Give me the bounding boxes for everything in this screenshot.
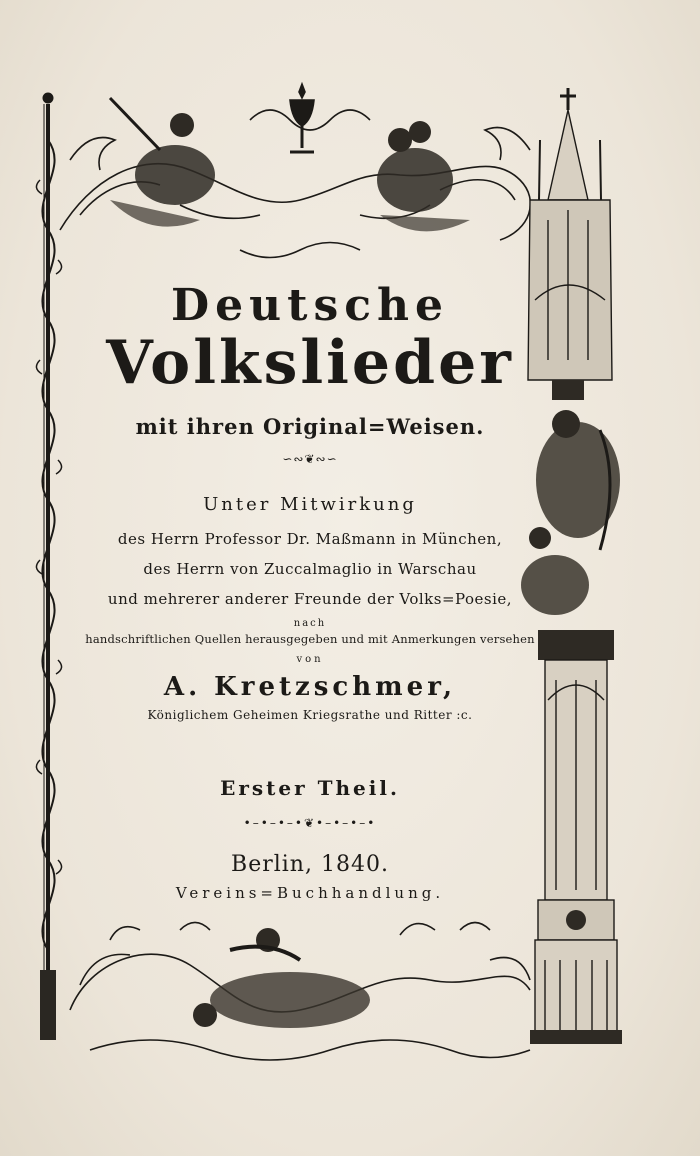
collaborator-others: und mehrerer anderer Freunde der Volks=Poesie, (107, 590, 513, 608)
left-staff-ornament (36, 93, 61, 1040)
collaboration-heading: Unter Mitwirkung (203, 494, 417, 515)
title-line-volkslieder: Volkslieder (106, 328, 514, 398)
author-name: A. Kretzschmer, (163, 672, 457, 702)
small-flourish-ornament: ∽∾❦∾∽ (282, 452, 338, 466)
word-nach: nach (293, 618, 327, 629)
collaborator-zuccalmaglio: des Herrn von Zuccalmaglio in Warschau (143, 560, 477, 578)
top-scroll-ornament (60, 84, 530, 258)
volume-label: Erster Theil. (220, 776, 400, 800)
word-von: von (296, 654, 324, 665)
author-title: Königlichem Geheimen Kriegsrathe und Ritter :c. (147, 708, 473, 722)
sources-line: handschriftlichen Quellen herausgegeben und mit Anmerkungen versehen (85, 632, 535, 646)
imprint-place-year: Berlin, 1840. (231, 852, 389, 877)
collaborator-massmann: des Herrn Professor Dr. Maßmann in München, (117, 530, 503, 548)
imprint-publisher: Vereins=Buchhandlung. (175, 884, 445, 902)
title-line-deutsche: Deutsche (170, 280, 449, 331)
subtitle-original-weisen: mit ihren Original=Weisen. (135, 414, 485, 439)
bottom-scroll-ornament (70, 923, 530, 1061)
decorative-rule: •–•–•–•❦•–•–•–• (243, 816, 377, 830)
